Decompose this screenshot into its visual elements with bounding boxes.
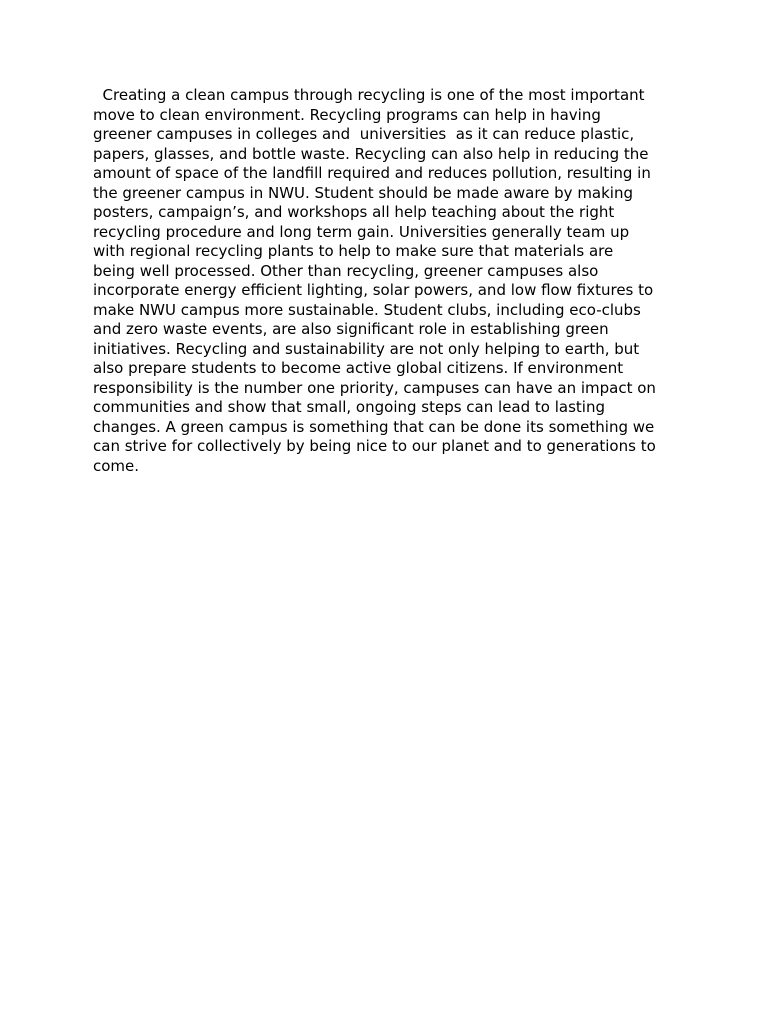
paragraph-line: amount of space of the landfill required and reduces pollution, resulting in	[93, 164, 651, 182]
paragraph-line: the greener campus in NWU. Student should be made aware by making	[93, 183, 633, 202]
paragraph-line: incorporate energy efficient lighting, solar powers, and low flow fixtures to	[93, 281, 654, 299]
paragraph-line: communities and show that small, ongoing steps can lead to lasting	[93, 398, 605, 416]
paragraph-line: and zero waste events, are also significant role in establishing green	[93, 320, 609, 338]
paragraph-line: being well processed. Other than recycling, greener campuses also	[93, 261, 599, 280]
paragraph-line: recycling procedure and long term gain. Universities generally team up	[93, 222, 630, 241]
paragraph-line: changes. A green campus is something that can be done its something we	[93, 417, 655, 436]
paragraph-line: can strive for collectively by being nice to our planet and to generations to	[93, 437, 656, 455]
paragraph-line: initiatives. Recycling and sustainability are not only helping to earth, but	[93, 339, 640, 358]
paragraph-line: make NWU campus more sustainable. Student clubs, including eco-clubs	[93, 300, 641, 319]
paragraph-line: with regional recycling plants to help to make sure that materials are	[93, 242, 614, 260]
paragraph-line: move to clean environment. Recycling programs can help in having	[93, 105, 601, 124]
paragraph-line: greener campuses in colleges and universities as it can reduce plastic,	[93, 125, 635, 143]
paragraph-line: come.	[93, 456, 140, 475]
paragraph-line: responsibility is the number one priority, campuses can have an impact on	[93, 378, 656, 397]
body-paragraph	[93, 86, 683, 476]
paragraph-line: papers, glasses, and bottle waste. Recycling can also help in reducing the	[93, 144, 649, 163]
paragraph-line: Creating a clean campus through recycling is one of the most important	[93, 86, 645, 104]
paragraph-line: also prepare students to become active global citizens. If environment	[93, 359, 624, 377]
paragraph-line: posters, campaign’s, and workshops all help teaching about the right	[93, 203, 615, 221]
